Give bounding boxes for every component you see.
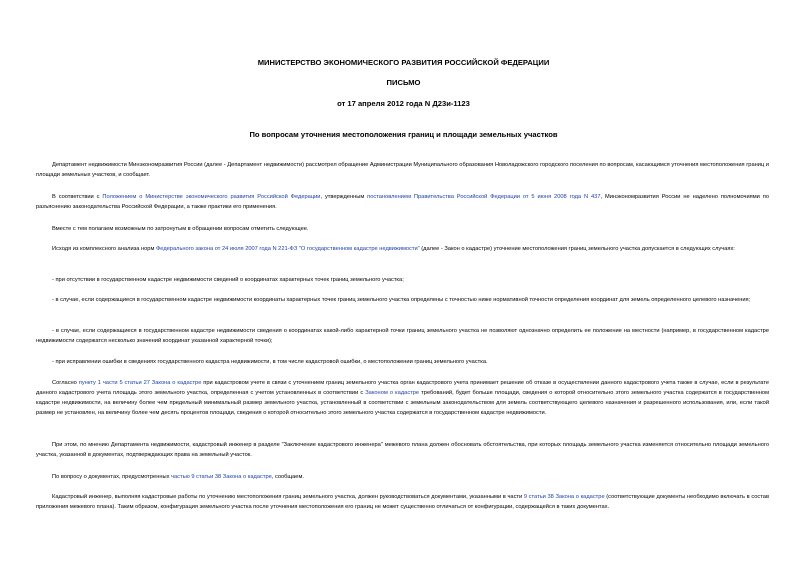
date-number-heading: от 17 апреля 2012 года N Д23и-1123: [337, 99, 470, 108]
paragraph-intro: Департамент недвижимости Минэкономразвития России (далее - Департамент недвижимости) рассмотрел обращение Администрации Муниципального образования Новоладожского городского поселения по вопросам, касающимся уточнения местоположения границ и площади земельных участков, и сообщает.: [36, 162, 769, 178]
link-article-27[interactable]: пункту 1 части 5 статьи 27 Закона о кадастре: [78, 380, 202, 386]
text-fragment: , Минэкономразвития России не наделено полномочиями по разъяснению законодательства Российской Федерации, а также практики его применения.: [36, 194, 769, 210]
paragraph-engineer-opinion: При этом, по мнению Департамента недвижимости, кадастровый инженер в разделе "Заключение кадастрового инженера" межевого плана должен обосновать обстоятельства, при которых площадь земельного участка изменяется относительно площади земельного участка, указанной в документах, подтверждающих права на земельный участок.: [36, 442, 769, 458]
text-fragment: , утвержденным: [320, 194, 368, 200]
list-item-ambiguous-point: - в случае, если содержащиеся в государственном кадастре недвижимости сведения о координатах какой-либо характерной точки границ земельного участка не позволяют однозначно определить ее положение на местности (например, в государственном кадастре недвижимости содержатся несколько значений координат указанной характерной точки);: [36, 328, 769, 344]
paragraph-documents-question: [36, 472, 769, 482]
paragraph-analysis: [36, 244, 769, 254]
text-fragment: Кадастровый инженер, выполняя кадастровые работы по уточнению местоположения границ земельного участка, должен руководствоваться документами, указанными в части: [52, 494, 524, 500]
ministry-heading: МИНИСТЕРСТВО ЭКОНОМИЧЕСКОГО РАЗВИТИЯ РОССИЙСКОЙ ФЕДЕРАЦИИ: [257, 58, 550, 67]
text-fragment: требований, будет больше площади, сведения о которой относительно этого земельного участка содержатся в государственном кадастре недвижимости, на величину более чем предельный минимальный размер земельного участка, установленный в соответствии с земельным законодательством для земель соответствующего целевого назначения и разрешенного использования, или, если такой размер не установлен, на величину более чем десять процентов площади, сведения о которой относительно этого земельного участка содержатся в государственном кадастре недвижимости.: [36, 390, 770, 416]
subject-heading: По вопросам уточнения местоположения границ и площади земельных участков: [249, 130, 558, 139]
text-fragment: (далее - Закон о кадастре) уточнение местоположения границ земельного участка допускается в следующих случаях:: [419, 246, 735, 252]
link-article-38[interactable]: 9 статьи 38 Закона о кадастре: [523, 494, 605, 500]
paragraph-refusal-grounds: [36, 378, 769, 418]
text-fragment: (соответствующие документы необходимо включать в состав приложения межевого плана). Таким образом, конфигурация земельного участка после уточнения местоположения его границ не может существенно отличаться от конфигурации, содержащейся в таких документах.: [36, 494, 769, 510]
list-item-low-accuracy: - в случае, если содержащиеся в государственном кадастре недвижимости координаты характерных точек границ земельного участка определены с точностью ниже нормативной точности определения координат для земель определенного целевого назначения;: [52, 297, 751, 303]
text-fragment: Исходя из комплексного анализа норм: [52, 246, 156, 252]
paragraph-engineer-guidance: [36, 492, 769, 512]
text-fragment: По вопросу о документах, предусмотренных: [52, 474, 172, 480]
document-type-heading: ПИСЬМО: [386, 78, 421, 87]
link-federal-law[interactable]: Федерального закона от 24 июля 2007 года N 221-ФЗ "О государственном кадастре недвижимости": [155, 246, 420, 252]
link-article-38-part-9[interactable]: частью 9 статьи 38 Закона о кадастре: [171, 474, 272, 480]
link-cadastre-law[interactable]: Законом о кадастре: [365, 390, 420, 396]
paragraph-note: Вместе с тем полагаем возможным по затронутым в обращении вопросам отметить следующее.: [52, 226, 309, 232]
link-government-decree[interactable]: постановлением Правительства Российской Федерации от 5 июня 2008 года N 437: [367, 194, 601, 200]
paragraph-authority: [36, 192, 769, 212]
text-fragment: при кадастровом учете в связи с уточнением границ земельного участка орган кадастрового учета принимает решение об отказе в осуществлении данного кадастрового учета также в случае, если в результате данного кадастрового учета площадь этого земельного участка, определенная с учетом установленных в соответствии с: [36, 380, 769, 396]
text-fragment: Согласно: [52, 380, 79, 386]
text-fragment: , сообщаем.: [271, 474, 304, 480]
text-fragment: В соответствии с: [52, 194, 103, 200]
list-item-no-coordinates: - при отсутствии в государственном кадастре недвижимости сведений о координатах характерных точек границ земельного участка;: [52, 277, 404, 283]
link-regulation[interactable]: Положением о Министерстве экономического развития Российской Федерации: [102, 194, 321, 200]
list-item-error-correction: - при исправлении ошибки в сведениях государственного кадастра недвижимости, в том числе кадастровой ошибки, о местоположении границ земельного участка.: [52, 359, 488, 365]
